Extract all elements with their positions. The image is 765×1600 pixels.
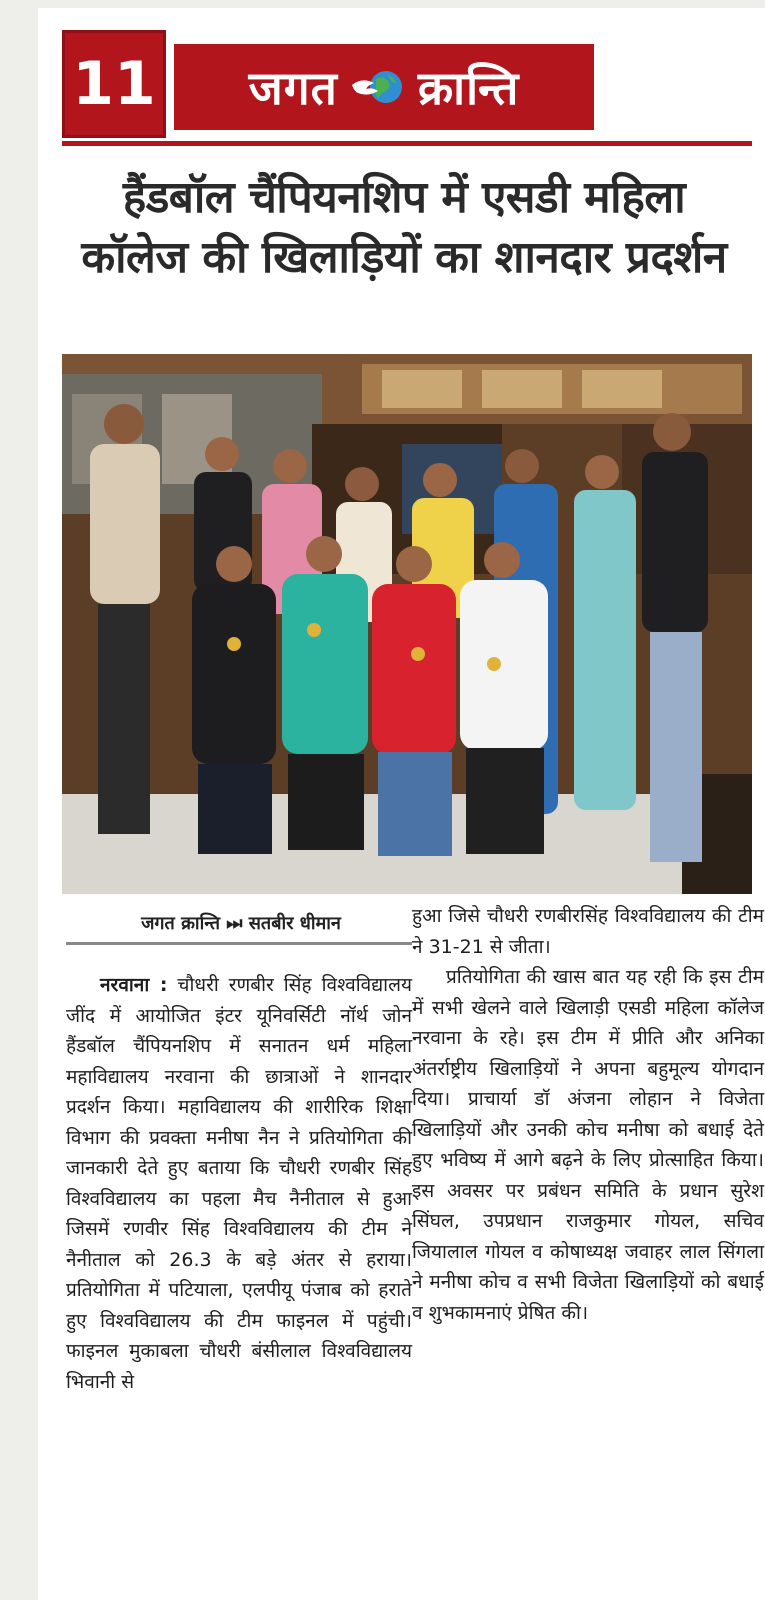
newspaper-page [38,8,765,1600]
article-paragraph-2: हुआ जिसे चौधरी रणबीरसिंह विश्वविद्यालय की टीम ने 31-21 से जीता। [412,905,764,958]
headline [54,168,754,288]
article-left-text: चौधरी रणबीर सिंह विश्वविद्यालय जींद में आयोजित इंटर यूनिवर्सिटी नॉर्थ जोन हैंडबॉल चैंपियनशिप में सनातन धर्म महिला महाविद्यालय नरवाना की छात्राओं ने शानदार प्रदर्शन किया। महाविद्यालय की शारीरिक शिक्षा विभाग की प्रवक्ता मनीषा नैन ने प्रतियोगिता की जानकारी देते हुए बताया कि चौधरी रणबीर सिंह विश्वविद्यालय का पहला मैच नैनीताल से हुआ जिसमें रणवीर सिंह विश्वविद्यालय की टीम ने नैनीताल को 26.3 के बड़े अंतर से हराया। प्रतियोगिता में पटियाला, एलपीयू पंजाब को हराते हुए विश्वविद्यालय की टीम फाइनल में पहुंची। फाइनल मुकाबला चौधरी बंसीलाल विश्वविद्यालय भिवानी से [66,974,412,1393]
article-dateline: नरवाना : [100,974,168,996]
article-paragraph-1 [66,970,412,1397]
headline-line-1: हैंडबॉल चैंपियनशिप में एसडी महिला [122,172,686,223]
team-photo [62,354,752,894]
paper-name-left: जगत [248,61,338,115]
paper-name-right: क्रान्ति [417,61,520,115]
byline-divider [66,942,412,945]
masthead-divider [62,141,752,146]
page-number-box [62,30,166,138]
article-column-left [66,970,412,1397]
article-paragraph-3: प्रतियोगिता की खास बात यह रही कि इस टीम में सभी खेलने वाले खिलाड़ी एसडी महिला कॉलेज नरवाना के रहे। इस टीम में प्रीति और अनिका अंतर्राष्ट्रीय खिलाड़ियों ने अपना बहुमूल्य योगदान दिया। प्राचार्या डॉ अंजना लोहान ने विजेता खिलाड़ियों और उनकी कोच मनीषा को बधाई देते हुए भविष्य में आगे बढ़ने के लिए प्रोत्साहित किया। इस अवसर पर प्रबंधन समिति के प्रधान सुरेश सिंघल, उपप्रधान राजकुमार गोयल, सचिव जियालाल गोयल व कोषाध्यक्ष जवाहर लाल सिंगला ने मनीषा कोच व सभी विजेता खिलाड़ियों को बधाई व शुभकामनाएं प्रेषित की। [412,966,764,1324]
photo-byline: जगत क्रान्ति ⏭ सतबीर धीमान [141,913,341,934]
masthead [174,44,594,130]
article-column-right [412,901,764,1328]
headline-line-2: कॉलेज की खिलाड़ियों का शानदार प्रदर्शन [81,232,727,283]
dove-globe-icon [348,65,408,109]
page-number: 11 [72,49,156,119]
